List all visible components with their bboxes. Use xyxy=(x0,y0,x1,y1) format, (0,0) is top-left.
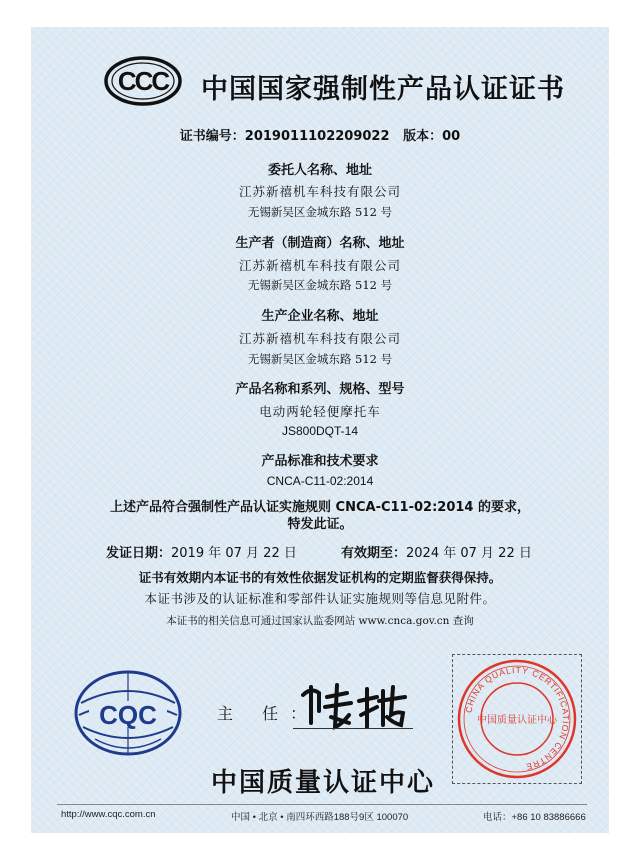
factory-name: 江苏新禧机车科技有限公司 xyxy=(238,331,401,346)
issuing-organization: 中国质量认证中心 xyxy=(211,768,436,798)
client-address: 无锡新吴区金城东路 512 号 xyxy=(247,205,393,219)
certificate xyxy=(31,27,609,833)
footer-phone: 电话：+86 10 83886666 xyxy=(483,812,586,823)
product-heading: 产品名称和系列、规格、型号 xyxy=(235,382,405,397)
cqc-logo-text: CQC xyxy=(99,700,157,730)
issue-date-row xyxy=(106,542,297,561)
validity-note: 证书有效期内本证书的有效性依据发证机构的定期监督获得保持。 xyxy=(138,570,502,585)
product-name: 电动两轮轻便摩托车 xyxy=(259,404,381,419)
footer-url[interactable]: http://www.cqc.com.cn xyxy=(61,809,156,820)
factory-heading: 生产企业名称、地址 xyxy=(261,309,379,324)
valid-date-label: 有效期至： xyxy=(341,546,407,561)
product-model: JS800DQT-14 xyxy=(281,424,359,438)
director-label: 主 任： xyxy=(217,704,319,723)
certificate-number: 证书编号：2019011102209022 版本：00 xyxy=(179,129,461,144)
standard-heading: 产品标准和技术要求 xyxy=(261,454,379,469)
ccc-logo xyxy=(103,55,183,107)
client-name: 江苏新禧机车科技有限公司 xyxy=(238,184,401,199)
manufacturer-heading: 生产者（制造商）名称、地址 xyxy=(235,236,405,251)
client-heading: 委托人名称、地址 xyxy=(267,163,372,178)
factory-address: 无锡新吴区金城东路 512 号 xyxy=(247,352,393,366)
cqc-logo xyxy=(73,669,183,757)
seal-inner-text: 中国质量认证中心 xyxy=(477,715,557,726)
seal-outer-text: CHINA QUALITY CERTIFICATION CENTRE xyxy=(463,664,572,773)
manufacturer-address: 无锡新吴区金城东路 512 号 xyxy=(247,278,393,292)
issue-date-label: 发证日期： xyxy=(106,546,172,561)
attachment-note: 本证书涉及的认证标准和零部件认证实施规则等信息见附件。 xyxy=(144,591,496,606)
footer-address: 中国 • 北京 • 南四环西路188号9区 100070 xyxy=(231,812,409,823)
ccc-logo-text: CCC xyxy=(117,66,169,96)
signature-line xyxy=(293,728,413,729)
compliance-statement xyxy=(31,499,609,533)
valid-date-row xyxy=(341,542,532,561)
certificate-title: 中国国家强制性产品认证证书 xyxy=(201,74,565,105)
issue-date: 2019 年 07 月 22 日 xyxy=(171,546,297,561)
valid-date: 2024 年 07 月 22 日 xyxy=(406,546,532,561)
director-signature xyxy=(297,667,417,737)
official-seal xyxy=(456,658,578,780)
footer-divider xyxy=(57,804,587,805)
manufacturer-name: 江苏新禧机车科技有限公司 xyxy=(238,258,401,273)
website-note: 本证书的相关信息可通过国家认监委网站 www.cnca.gov.cn 查询 xyxy=(166,615,474,627)
standard-value: CNCA-C11-02:2014 xyxy=(266,474,374,488)
compliance-statement-line2: 特发此证。 xyxy=(287,517,353,532)
compliance-statement-line1: 上述产品符合强制性产品认证实施规则 CNCA-C11-02:2014 的要求， xyxy=(110,500,530,515)
